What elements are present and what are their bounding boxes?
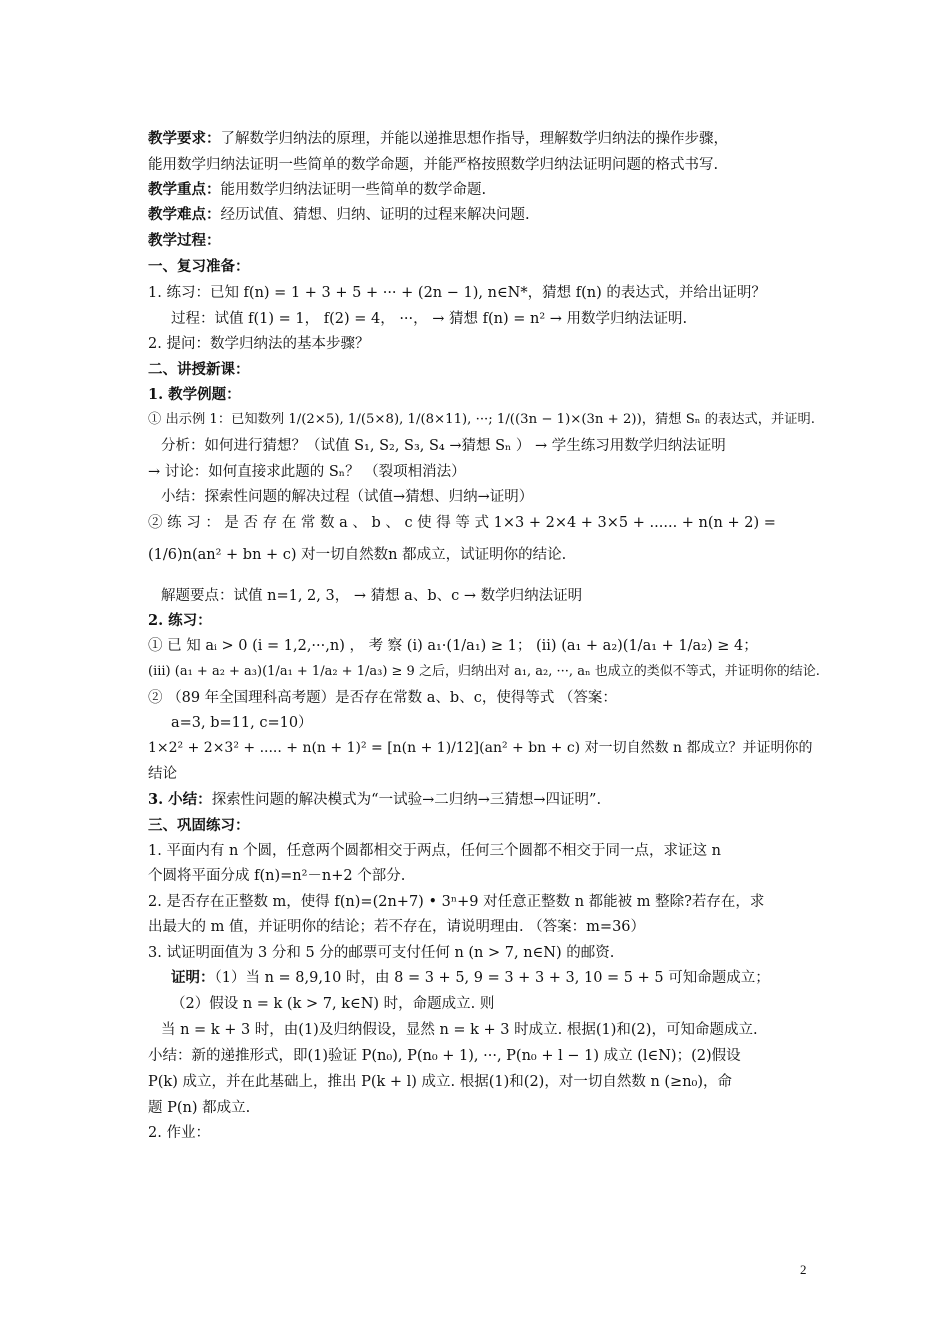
line-recursion-summary-2 — [148, 1072, 732, 1092]
text-exercise-2: ② 练 习 ： 是 否 存 在 常 数 a 、 b 、 c 使 得 等 式 1×3 + 2×4 + 3×5 + ...... + n(n + 2) = — [148, 515, 776, 531]
line-divisible-2 — [148, 917, 645, 937]
label-practice: 2. 练习： — [148, 612, 212, 629]
heading-consolidation — [148, 816, 250, 836]
text-homework: 2. 作业： — [148, 1125, 210, 1141]
line-practice-1b — [148, 662, 820, 682]
line-proof-1 — [171, 968, 770, 988]
text-practice-1a: ① 已 知 aᵢ > 0 (i = 1,2,···,n) ， 考 察 (i) a₁·(1/a₁) ≥ 1； (ii) (a₁ + a₂)(1/a₁ + 1/a₂) ≥ 4； — [148, 638, 758, 654]
text-review-exercise: 1. 练习：已知 f(n) = 1 + 3 + 5 + ··· + (2n − 1), n∈N*，猜想 f(n) 的表达式，并给出证明？ — [148, 285, 766, 301]
text-review-question: 2. 提问：数学归纳法的基本步骤？ — [148, 336, 370, 352]
text-difficulties: 经历试值、猜想、归纳、证明的过程来解决问题. — [220, 207, 530, 223]
line-recursion-summary-3 — [148, 1098, 250, 1118]
text-key-points: 能用数学归纳法证明一些简单的数学命题. — [220, 182, 487, 198]
text-practice-1b: (iii) (a₁ + a₂ + a₃)(1/a₁ + 1/a₂ + 1/a₃) ≥ 9 之后，归纳出对 a₁, a₂, ···, aₙ 也成立的类似不等式，并证明你的结论. — [148, 664, 820, 679]
text-proof-3: 当 n = k + 3 时，由(1)及归纳假设，显然 n = k + 3 时成立. 根据(1)和(2)，可知命题成立. — [161, 1022, 758, 1038]
text-practice-2-answer: a=3, b=11, c=10） — [171, 715, 313, 731]
line-solution-points — [161, 586, 582, 606]
text-summary-3: 探索性问题的解决模式为“一试验→二归纳→三猜想→四证明”. — [211, 792, 602, 808]
label-new-lesson: 二、讲授新课： — [148, 361, 250, 378]
text-example-1: ① 出示例 1：已知数列 1/(2×5), 1/(5×8), 1/(8×11), ···; 1/((3n − 1)×(3n + 2))，猜想 Sₙ 的表达式，并证明. — [148, 412, 815, 427]
line-key-points — [148, 180, 486, 200]
text-proof-1: （1）当 n = 8,9,10 时，由 8 = 3 + 5, 9 = 3 + 3 + 3, 10 = 5 + 5 可知命题成立； — [214, 970, 770, 986]
text-practice-2-end: 结论 — [148, 766, 177, 782]
text-stamps: 3. 试证明面值为 3 分和 5 分的邮票可支付任何 n (n > 7, n∈N) 的邮资. — [148, 945, 615, 961]
text-divisible-1: 2. 是否存在正整数 m，使得 f(n)=(2n+7) • 3ⁿ+9 对任意正整数 n 都能被 m 整除?若存在，求 — [148, 894, 765, 910]
label-summary-3: 3. 小结： — [148, 791, 212, 808]
heading-process — [148, 231, 221, 251]
line-analysis — [161, 436, 726, 456]
text-requirements-1: 了解数学归纳法的原理，并能以递推思想作指导，理解数学归纳法的操作步骤， — [220, 131, 728, 147]
label-examples: 1. 教学例题： — [148, 386, 241, 403]
line-proof-2 — [171, 994, 494, 1014]
line-review-exercise — [148, 283, 766, 303]
line-proof-3 — [161, 1020, 758, 1040]
line-requirements-2 — [148, 155, 718, 175]
text-recursion-summary-3: 题 P(n) 都成立. — [148, 1100, 251, 1116]
text-solution-points: 解题要点：试值 n=1, 2, 3， → 猜想 a、b、c → 数学归纳法证明 — [161, 588, 583, 604]
line-circles-2 — [148, 866, 405, 886]
line-practice-2-formula — [148, 738, 813, 758]
text-analysis: 分析：如何进行猜想？（试值 S₁, S₂, S₃, S₄ →猜想 Sₙ ） → 学生练习用数学归纳法证明 — [161, 438, 726, 454]
label-proof: 证明： — [171, 969, 215, 986]
label-difficulties: 教学难点： — [148, 206, 221, 223]
line-recursion-summary-1 — [148, 1046, 741, 1066]
line-divisible-1 — [148, 892, 764, 912]
text-requirements-2: 能用数学归纳法证明一些简单的数学命题，并能严格按照数学归纳法证明问题的格式书写. — [148, 157, 719, 173]
line-review-question — [148, 334, 369, 354]
heading-review — [148, 257, 250, 277]
text-proof-2: （2）假设 n = k (k > 7, k∈N) 时，命题成立. 则 — [171, 996, 495, 1012]
line-example-1 — [148, 410, 815, 430]
line-summary-1 — [161, 487, 533, 507]
line-practice-1a — [148, 636, 758, 656]
text-discussion: → 讨论：如何直接求此题的 Sₙ？ （裂项相消法） — [148, 464, 466, 480]
text-recursion-summary-2: P(k) 成立，并在此基础上，推出 P(k + l) 成立. 根据(1)和(2)，对一切自然数 n (≥n₀)，命 — [148, 1074, 733, 1090]
text-divisible-2: 出最大的 m 值，并证明你的结论；若不存在，请说明理由. （答案：m=36） — [148, 919, 646, 935]
label-key-points: 教学重点： — [148, 181, 221, 198]
line-homework — [148, 1123, 210, 1143]
heading-practice — [148, 611, 212, 631]
heading-new-lesson — [148, 360, 250, 380]
label-review: 一、复习准备： — [148, 258, 250, 275]
label-requirements: 教学要求： — [148, 130, 221, 147]
heading-examples — [148, 385, 241, 405]
line-difficulties — [148, 205, 530, 225]
text-review-process: 过程：试值 f(1) = 1， f(2) = 4， ···， → 猜想 f(n) = n² → 用数学归纳法证明. — [171, 311, 688, 327]
page-number: 2 — [800, 1262, 807, 1277]
line-practice-2-answer — [171, 713, 313, 733]
text-summary-1: 小结：探索性问题的解决过程（试值→猜想、归纳→证明） — [161, 489, 534, 505]
line-summary-3 — [148, 790, 601, 810]
line-practice-2a — [148, 688, 617, 708]
label-consolidation: 三、巩固练习： — [148, 817, 250, 834]
label-process: 教学过程： — [148, 232, 221, 249]
line-exercise-2 — [148, 513, 776, 533]
line-discussion — [148, 462, 466, 482]
text-practice-2-formula: 1×2² + 2×3² + ..... + n(n + 1)² = [n(n + 1)/12](an² + bn + c) 对一切自然数 n 都成立？并证明你的 — [148, 740, 813, 756]
line-exercise-2-formula — [148, 545, 566, 565]
line-requirements-1 — [148, 129, 728, 149]
line-circles-1 — [148, 841, 721, 861]
text-circles-1: 1. 平面内有 n 个圆，任意两个圆都相交于两点，任何三个圆都不相交于同一点，求证这 n — [148, 843, 721, 859]
text-practice-2a: ② （89 年全国理科高考题）是否存在常数 a、b、c，使得等式 （答案： — [148, 690, 617, 706]
text-exercise-2-formula: (1/6)n(an² + bn + c) 对一切自然数n 都成立，试证明你的结论. — [148, 547, 567, 563]
text-recursion-summary-1: 小结：新的递推形式，即(1)验证 P(n₀), P(n₀ + 1), ···, P(n₀ + l − 1) 成立 (l∈N)；(2)假设 — [148, 1048, 741, 1064]
line-stamps — [148, 943, 614, 963]
line-practice-2-end — [148, 764, 177, 784]
line-review-process — [171, 309, 687, 329]
text-circles-2: 个圆将平面分成 f(n)=n²－n+2 个部分. — [148, 868, 406, 884]
